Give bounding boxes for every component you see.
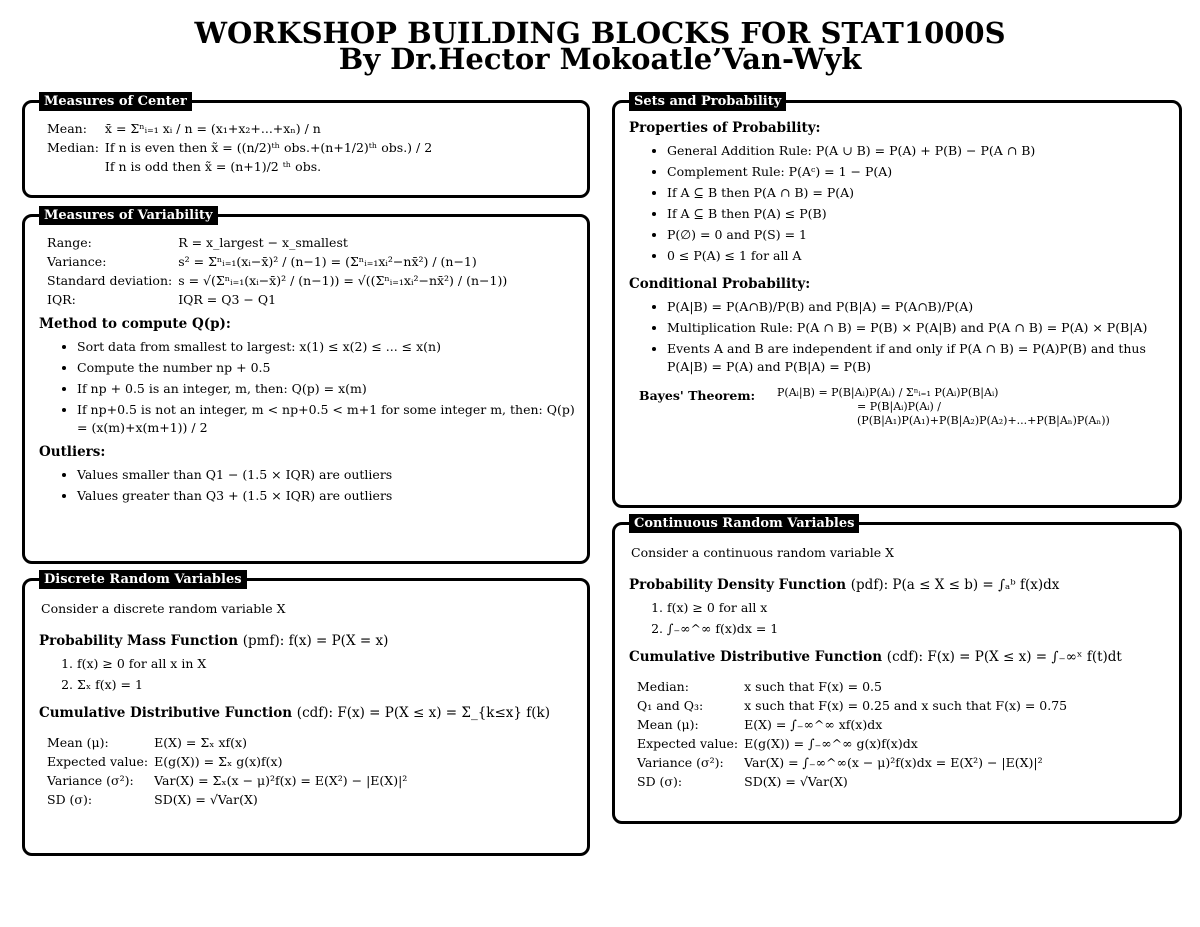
properties-list (629, 142, 1169, 265)
title-line-1: WORKSHOP BUILDING BLOCKS FOR STAT1000S (194, 16, 1006, 50)
continuous-intro: Consider a continuous random variable X (631, 545, 895, 560)
continuous-moments-table (637, 677, 1073, 791)
list-item: • If A ⊆ B then P(A) ≤ P(B) (667, 205, 1169, 223)
table-row: Variance (σ²): Var(X) = Σₓ(x − μ)²f(x) = E(X²) − |E(X)|² (47, 773, 408, 788)
continuous-random-variables-box (612, 516, 1182, 824)
page-title (0, 16, 1200, 76)
table-row: Variance: s² = Σⁿᵢ₌₁(xᵢ−x̄)² / (n−1) = (Σⁿᵢ₌₁xᵢ²−nx̄²) / (n−1) (47, 254, 477, 269)
list-item: • Complement Rule: P(Aᶜ) = 1 − P(A) (667, 163, 1169, 181)
bayes-formula: P(Aᵢ|B) = P(B|Aᵢ)P(Aᵢ) / Σⁿᵢ₌₁ P(Aᵢ)P(B|Aᵢ) = P(B|Aᵢ)P(Aᵢ) / (P(B|A₁)P(A₁)+P(B|A₂)P(A₂)+...+P(B|Aₙ)P(Aₙ)) (777, 386, 1110, 427)
list-item: • Values greater than Q3 + (1.5 × IQR) are outliers (77, 487, 577, 505)
list-item: • P(A|B) = P(A∩B)/P(B) and P(B|A) = P(A∩B)/P(A) (667, 298, 1169, 316)
table-row: Mean: x̄ = Σⁿᵢ₌₁ xᵢ / n = (x₁+x₂+...+xₙ) / n (47, 121, 321, 136)
table-row: SD (σ): SD(X) = √Var(X) (637, 774, 848, 789)
list-item: • Multiplication Rule: P(A ∩ B) = P(B) × P(A|B) and P(A ∩ B) = P(A) × P(B|A) (667, 319, 1169, 337)
list-item: 2. ∫₋∞^∞ f(x)dx = 1 (667, 620, 1169, 638)
table-row: Median: x such that F(x) = 0.5 (637, 679, 882, 694)
conditional-list (629, 298, 1169, 376)
discrete-intro: Consider a discrete random variable X (41, 601, 286, 616)
box-title: Measures of Variability (39, 206, 218, 225)
pmf-list (39, 655, 577, 694)
table-row: Standard deviation: s = √(Σⁿᵢ₌₁(xᵢ−x̄)² / (n−1)) = √((Σⁿᵢ₌₁xᵢ²−nx̄²) / (n−1)) (47, 273, 508, 288)
box-title: Measures of Center (39, 92, 192, 111)
table-row: Mean (μ): E(X) = Σₓ xf(x) (47, 735, 247, 750)
list-item: • If np+0.5 is not an integer, m < np+0.5 < m+1 for some integer m, then: Q(p) = (x(m)+x(m+1)) / 2 (77, 401, 577, 437)
list-item: 2. Σₓ f(x) = 1 (77, 676, 577, 694)
table-row: Expected value: E(g(X)) = Σₓ g(x)f(x) (47, 754, 283, 769)
list-item: • P(∅) = 0 and P(S) = 1 (667, 226, 1169, 244)
table-row: Variance (σ²): Var(X) = ∫₋∞^∞(x − μ)²f(x)dx = E(X²) − |E(X)|² (637, 755, 1043, 770)
list-item: • Compute the number np + 0.5 (77, 359, 577, 377)
outliers-list (39, 466, 577, 505)
list-item: • Sort data from smallest to largest: x(1) ≤ x(2) ≤ ... ≤ x(n) (77, 338, 577, 356)
table-row: Median: If n is even then x̃ = ((n/2)ᵗʰ obs.+(n+1/2)ᵗʰ obs.) / 2 (47, 140, 433, 155)
list-item: 1. f(x) ≥ 0 for all x (667, 599, 1169, 617)
method-heading: Method to compute Q(p): (39, 316, 231, 332)
table-row: Q₁ and Q₃: x such that F(x) = 0.25 and x such that F(x) = 0.75 (637, 698, 1068, 713)
list-item: • General Addition Rule: P(A ∪ B) = P(A) + P(B) − P(A ∩ B) (667, 142, 1169, 160)
box-title: Sets and Probability (629, 92, 786, 111)
outliers-heading: Outliers: (39, 444, 106, 460)
discrete-random-variables-box (22, 572, 590, 856)
table-row: Expected value: E(g(X)) = ∫₋∞^∞ g(x)f(x)dx (637, 736, 918, 751)
discrete-moments-table (47, 733, 413, 809)
center-table (47, 119, 438, 176)
list-item: • If np + 0.5 is an integer, m, then: Q(p) = x(m) (77, 380, 577, 398)
table-row: Range: R = x_largest − x_smallest (47, 235, 348, 250)
cdf-heading: Cumulative Distributive Function (cdf): F(x) = P(X ≤ x) = ∫₋∞ˣ f(t)dt (629, 649, 1122, 665)
bayes-theorem (639, 386, 1169, 428)
list-item: • If A ⊆ B then P(A ∩ B) = P(A) (667, 184, 1169, 202)
measures-of-center-box (22, 94, 590, 198)
bayes-label: Bayes' Theorem: (639, 388, 756, 403)
pdf-list (629, 599, 1169, 638)
method-list (39, 338, 577, 437)
title-line-2: By Dr.Hector Mokoatle’Van-Wyk (338, 42, 862, 76)
measures-of-variability-box (22, 208, 590, 564)
table-row: Mean (μ): E(X) = ∫₋∞^∞ xf(x)dx (637, 717, 883, 732)
table-row: If n is odd then x̃ = (n+1)/2 ᵗʰ obs. (104, 159, 322, 174)
list-item: 1. f(x) ≥ 0 for all x in X (77, 655, 577, 673)
box-title: Continuous Random Variables (629, 514, 859, 533)
list-item: • Values smaller than Q1 − (1.5 × IQR) are outliers (77, 466, 577, 484)
list-item: • 0 ≤ P(A) ≤ 1 for all A (667, 247, 1169, 265)
properties-heading: Properties of Probability: (629, 120, 821, 136)
table-row: IQR: IQR = Q3 − Q1 (47, 292, 277, 307)
conditional-heading: Conditional Probability: (629, 276, 811, 292)
pdf-heading: Probability Density Function (pdf): P(a ≤ X ≤ b) = ∫ₐᵇ f(x)dx (629, 577, 1060, 593)
sets-and-probability-box (612, 94, 1182, 508)
list-item: • Events A and B are independent if and only if P(A ∩ B) = P(A)P(B) and thus P(A|B) = P(A) and P(B|A) = P(B) (667, 340, 1169, 376)
box-title: Discrete Random Variables (39, 570, 247, 589)
pmf-heading: Probability Mass Function (pmf): f(x) = P(X = x) (39, 633, 389, 649)
table-row: SD (σ): SD(X) = √Var(X) (47, 792, 258, 807)
cdf-heading: Cumulative Distributive Function (cdf): F(x) = P(X ≤ x) = Σ_{k≤x} f(k) (39, 705, 550, 721)
variability-table (47, 233, 513, 309)
